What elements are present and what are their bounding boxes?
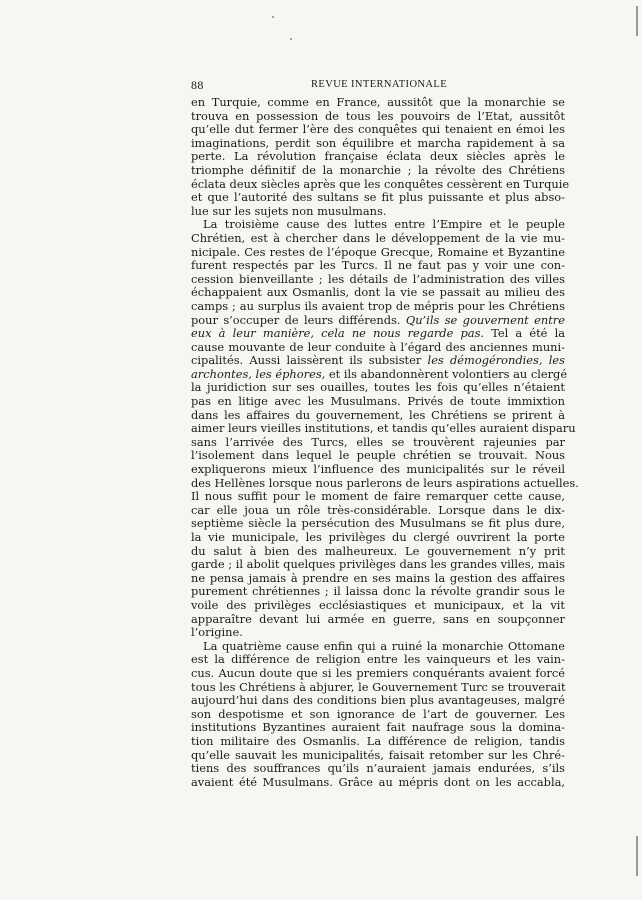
text-line bbox=[191, 327, 565, 341]
text-line: trouva en possession de tous les pouvoirs de l’Etat, aussitôt bbox=[191, 108, 565, 123]
text-line: car elle joua un rôle très-considérable. Lorsque dans le dix- bbox=[191, 502, 565, 517]
text-line: la vie municipale, les privilèges du clergé ouvrirent la porte bbox=[191, 530, 565, 544]
page-edge-mark bbox=[636, 836, 638, 876]
paragraph bbox=[191, 95, 570, 218]
text-line: éclata deux siècles après que les conquêtes cessèrent en Turquie bbox=[191, 176, 570, 191]
text-line: triomphe définitif de la monarchie ; la révolte des Chrétiens bbox=[191, 162, 565, 177]
running-title: REVUE INTERNATIONALE bbox=[311, 79, 448, 90]
italic-term: archontes, les éphores, bbox=[191, 366, 326, 381]
text-line: l’isolement dans lequel le peuple chrétien se trouvait. Nous bbox=[191, 448, 565, 463]
page-number: 88 bbox=[191, 78, 204, 92]
text-line: voile des privilèges ecclésiastiques et municipaux, et la vit bbox=[191, 597, 565, 612]
text-line: tiens des souffrances qu’ils n’auraient jamais endurées, s’ils bbox=[191, 761, 565, 776]
speck-mark bbox=[272, 16, 274, 18]
text-line: institutions Byzantines auraient fait naufrage sous la domina- bbox=[191, 720, 565, 735]
text-run: cipalités. Aussi laissèrent ils subsister bbox=[191, 353, 422, 368]
text-run: et ils abandonnèrent volontiers au clergé bbox=[328, 366, 568, 381]
text-line: lue sur les sujets non musulmans. bbox=[191, 203, 387, 218]
text-line: aujourd’hui dans des conditions bien plus avantageuses, malgré bbox=[191, 693, 565, 708]
text-line: en Turquie, comme en France, aussitôt que la monarchie se bbox=[191, 95, 565, 109]
text-line: La quatrième cause enfin qui a ruiné la monarchie Ottomane bbox=[203, 638, 565, 653]
text-line: camps ; au surplus ils avaient trop de mépris pour les Chrétiens bbox=[191, 298, 565, 313]
text-line: Il nous suffit pour le moment de faire remarquer cette cause, bbox=[191, 489, 565, 504]
italic-quote: Qu’ils se gouvernent entre bbox=[405, 312, 565, 327]
text-line: dans les affaires du gouvernement, les Chrétiens se prirent à bbox=[191, 407, 565, 422]
text-line: l’origine. bbox=[191, 625, 243, 640]
speck-mark bbox=[290, 38, 292, 40]
text-line: nicipale. Ces restes de l’époque Grecque, Romaine et Byzantine bbox=[191, 244, 565, 259]
text-line: la juridiction sur ses ouailles, toutes les fois qu’elles n’étaient bbox=[191, 380, 565, 395]
text-line: cus. Aucun doute que si les premiers conquérants avaient forcé bbox=[191, 665, 565, 680]
italic-quote: eux à leur manière, cela ne nous regarde pas. bbox=[191, 326, 485, 341]
text-line: échappaient aux Osmanlis, dont la vie se passait au milieu des bbox=[191, 285, 565, 300]
text-line: cession bienveillante ; les détails de l’administration des villes bbox=[191, 271, 565, 286]
text-line: tous les Chrétiens à abjurer, le Gouvernement Turc se trouverait bbox=[191, 679, 566, 694]
text-line: Chrétien, est à chercher dans le développement de la vie mu- bbox=[191, 230, 565, 245]
paragraph bbox=[191, 640, 565, 790]
text-line bbox=[191, 366, 568, 382]
page-edge-mark bbox=[636, 6, 638, 36]
text-line: des Hellènes lorsque nous parlerons de leurs aspirations actuelles. bbox=[191, 475, 579, 490]
text-line: apparaître devant lui armée en guerre, sans en soupçonner bbox=[191, 611, 565, 626]
text-line: septième siècle la persécution des Musulmans se fit plus dure, bbox=[191, 516, 565, 531]
text-line: et que l’autorité des sultans se fit plus puissante et plus abso- bbox=[191, 190, 565, 205]
text-body bbox=[191, 95, 579, 789]
text-line: est la différence de religion entre les vainqueurs et les vain- bbox=[191, 652, 565, 667]
page-header bbox=[191, 78, 565, 94]
text-line: sans l’arrivée des Turcs, elles se trouvèrent rajeunies par bbox=[191, 434, 565, 449]
paragraph bbox=[191, 217, 579, 640]
text-line: perte. La révolution française éclata deux siècles après le bbox=[191, 149, 565, 164]
text-line: garde ; il abolit quelques privilèges dans les grandes villes, mais bbox=[191, 557, 565, 572]
text-line: expliquerons mieux l’influence des municipalités sur le réveil bbox=[191, 462, 565, 477]
text-line: aimer leurs vieilles institutions, et tandis qu’elles auraient disparu bbox=[191, 421, 576, 436]
text-line: qu’elle sauvait les municipalités, faisait retomber sur les Chré- bbox=[191, 747, 565, 762]
text-line: furent respectés par les Turcs. Il ne faut pas y voir une con- bbox=[191, 258, 565, 273]
text-line: La troisième cause des luttes entre l’Empire et le peuple bbox=[203, 217, 565, 232]
text-line: son despotisme et son ignorance de l’art de gouverner. Les bbox=[191, 706, 565, 721]
text-line bbox=[191, 314, 565, 328]
text-line: qu’elle dut fermer l’ère des conquêtes qui tenaient en émoi les bbox=[191, 122, 565, 137]
text-line: pas en litige avec les Musulmans. Privés de toute immixtion bbox=[191, 394, 565, 409]
text-line: tion militaire des Osmanlis. La différence de religion, tandis bbox=[191, 733, 565, 748]
italic-term: les démogérondies, les bbox=[427, 353, 565, 368]
text-line: ne pensa jamais à prendre en ses mains la gestion des affaires bbox=[191, 570, 565, 585]
text-line: cause mouvante de leur conduite à l’égard des anciennes muni- bbox=[191, 339, 565, 354]
text-line: purement chrétiennes ; il laissa donc la révolte grandir sous le bbox=[191, 584, 565, 599]
text-line: du salut à bien des malheureux. Le gouvernement n’y prit bbox=[191, 543, 565, 558]
text-line bbox=[191, 354, 565, 368]
text-line: imaginations, perdit son équilibre et marcha rapidement à sa bbox=[191, 135, 565, 150]
text-run: Tel a été la bbox=[491, 326, 566, 341]
text-run: pour s’occuper de leurs différends. bbox=[191, 312, 401, 327]
text-line: avaient été Musulmans. Grâce au mépris dont on les accabla, bbox=[191, 774, 565, 789]
